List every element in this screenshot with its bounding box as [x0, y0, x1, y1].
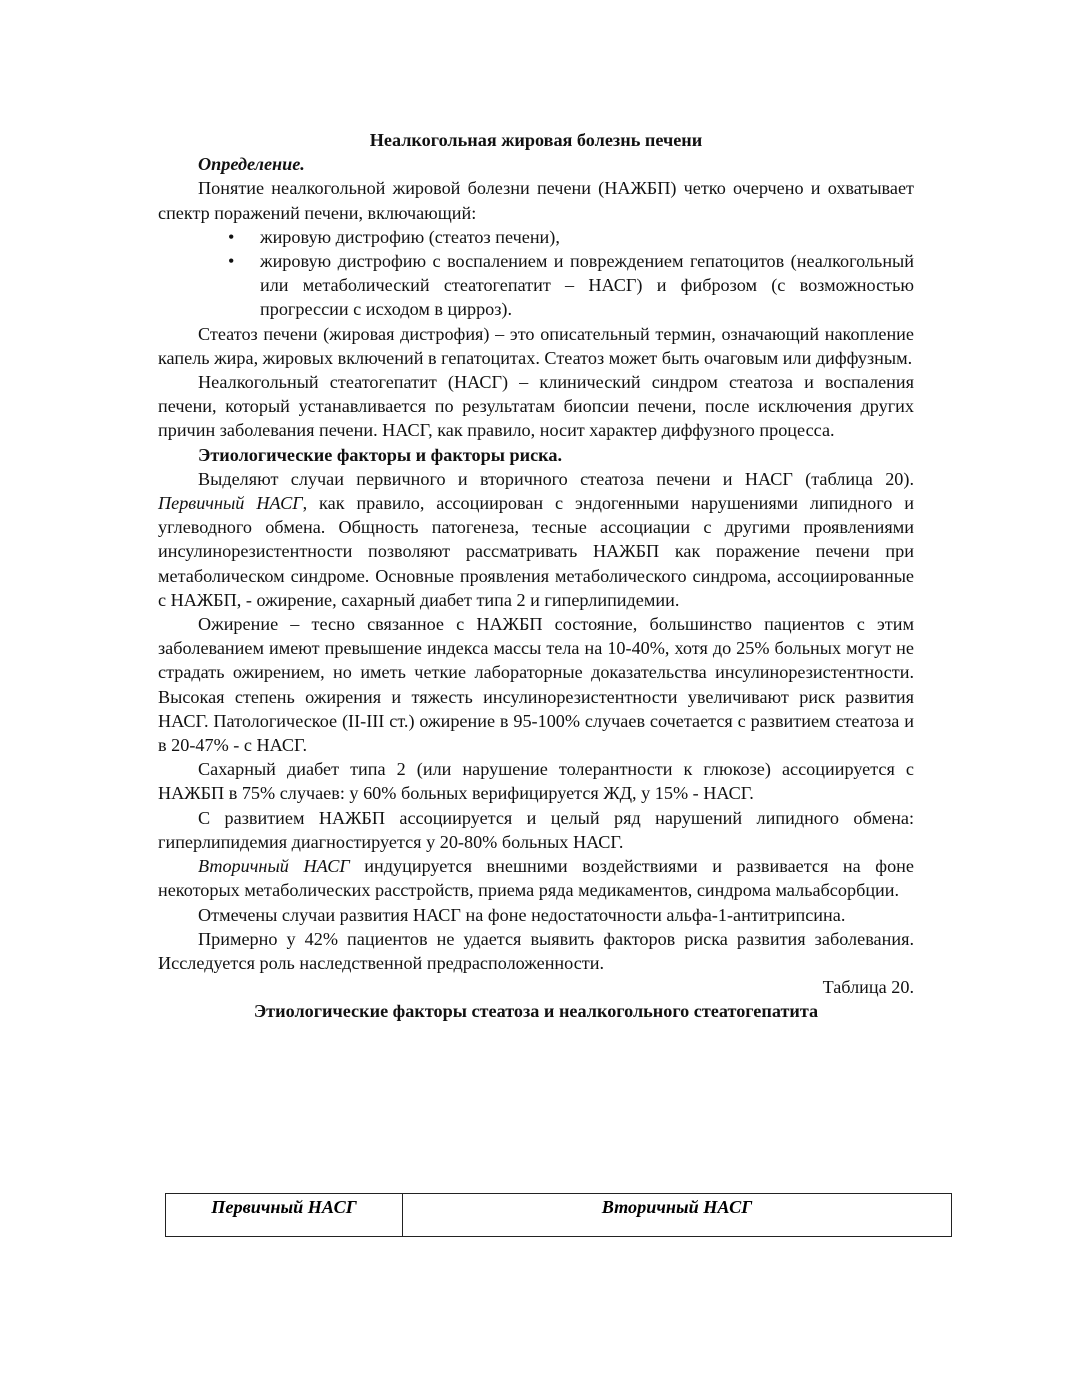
list-item	[158, 225, 914, 249]
etiology-table	[165, 1193, 952, 1237]
italic-term: Первичный НАСГ	[158, 493, 303, 514]
paragraph-secondary-nash	[158, 854, 914, 902]
paragraph-nash: Неалкогольный стеатогепатит (НАСГ) – клинический синдром стеатоза и воспаления печени, который устанавливается по результатам биопсии печени, после исключения других причин заболевания печени. НАСГ, как правило, носит характер диффузного процесса.	[158, 372, 914, 441]
bullet-icon: •	[228, 226, 235, 247]
table-header-primary: Первичный НАСГ	[166, 1194, 403, 1237]
bullet-icon: •	[228, 251, 235, 272]
table-header-secondary: Вторичный НАСГ	[403, 1194, 952, 1237]
list-item-text: жировую дистрофию (стеатоз печени),	[260, 226, 560, 247]
paragraph-heredity: Примерно у 42% пациентов не удается выявить факторов риска развития заболевания. Исследуется роль наследственной предрасположенности.	[158, 928, 914, 973]
paragraph-antitrypsin: Отмечены случаи развития НАСГ на фоне недостаточности альфа-1-антитрипсина.	[198, 904, 846, 925]
table-title: Этиологические факторы стеатоза и неалкогольного стеатогепатита	[253, 1001, 819, 1022]
paragraph-definition: Понятие неалкогольной жировой болезни печени (НАЖБП) четко очерчено и охватывает спектр поражений печени, включающий:	[158, 178, 914, 223]
list-item-text: жировую дистрофию с воспалением и повреждением гепатоцитов (неалкогольный или метаболический стеатогепатит – НАСГ) и фиброзом (с возможностью прогрессии с исходом в цирроз).	[260, 251, 914, 320]
definition-heading: Определение.	[198, 154, 305, 175]
list-item	[158, 249, 914, 322]
table-number: Таблица 20.	[822, 977, 914, 998]
table-header-row	[166, 1194, 952, 1237]
paragraph-diabetes: Сахарный диабет типа 2 (или нарушение толерантности к глюкозе) ассоциируется с НАЖБП в 75% случаев: у 60% больных верифицируется ЖД, у 15% - НАСГ.	[158, 759, 914, 804]
text-span: , как правило, ассоциирован с эндогенными нарушениями липидного и углеводного обмена. Общность патогенеза, тесные ассоциации с другими проявлениями инсулинорезистентности позволяют рассматривать НАЖБП как поражение печени при метаболическом синдроме. Основные проявления метаболического синдрома, ассоциированные с НАЖБП, - ожирение, сахарный диабет типа 2 и гиперлипидемии.	[158, 493, 914, 610]
text-span: Выделяют случаи первичного и вторичного стеатоза печени и НАСГ (таблица 20).	[198, 468, 914, 489]
bullet-list	[158, 225, 914, 322]
text-span: индуцируется внешними воздействиями и развивается на фоне некоторых метаболических расстройств, приема ряда медикаментов, синдрома мальабсорбции.	[158, 856, 914, 901]
etiology-heading: Этиологические факторы и факторы риска.	[198, 444, 562, 465]
paragraph-obesity: Ожирение – тесно связанное с НАЖБП состояние, большинство пациентов с этим заболеванием имеют превышение индекса массы тела на 10-40%, хотя до 25% больных могут не страдать ожирением, но иметь четкие лабораторные доказательства инсулинорезистентности. Высокая степень ожирения и тяжесть инсулинорезистентности увеличивают риск развития НАСГ. Патологическое (II-III ст.) ожирение в 95-100% случаев сочетается с развитием стеатоза и в 20-47% - с НАСГ.	[158, 614, 914, 756]
paragraph-lipid: С развитием НАЖБП ассоциируется и целый ряд нарушений липидного обмена: гиперлипидемия диагностируется у 20-80% больных НАСГ.	[158, 807, 914, 852]
italic-term: Вторичный НАСГ	[198, 856, 350, 877]
document-page	[158, 128, 914, 1024]
paragraph-primary-nash	[158, 467, 914, 612]
paragraph-steatosis: Стеатоз печени (жировая дистрофия) – это описательный термин, означающий накопление капель жира, жировых включений в гепатоцитах. Стеатоз может быть очаговым или диффузным.	[158, 323, 914, 368]
document-title: Неалкогольная жировая болезнь печени	[369, 130, 703, 150]
